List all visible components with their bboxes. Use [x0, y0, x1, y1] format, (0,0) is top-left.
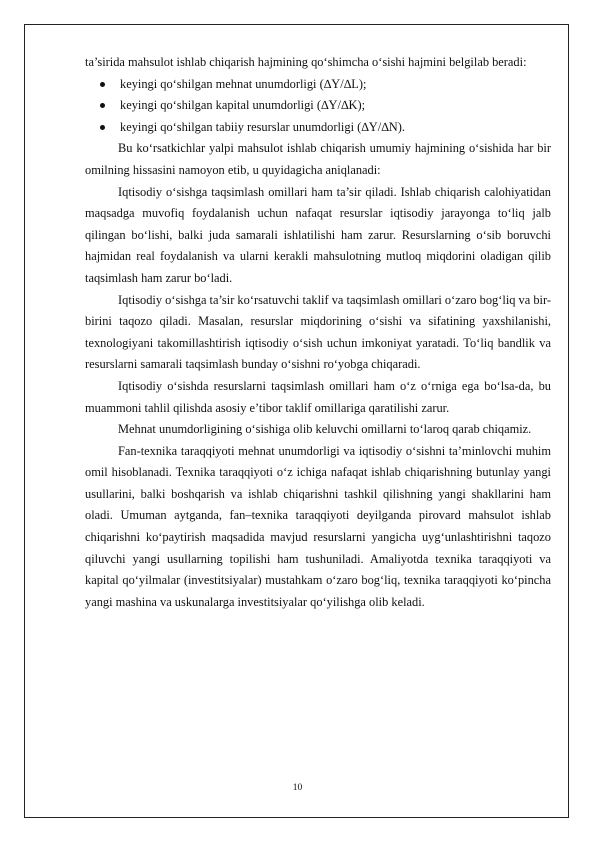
list-item	[85, 95, 551, 117]
bullet-list	[85, 74, 551, 139]
paragraph: Iqtisodiy o‘sishga taqsimlash omillari ham ta’sir qiladi. Ishlab chiqarish calohiyatidan maqsadga muvofiq foydalanish uchun nafaqat resurslar iqtisodiy jarayonga to‘liq jalb qilingan bo‘lishi, balki juda samarali ishlatilishi ham zarur. Resurslarning o‘sib boruvchi hajmidan real foydalanish va ularni kerakli mahsulotning mutloq miqdorini oladigan qilib taqsimlash ham zarur bo‘ladi.	[85, 184, 551, 285]
list-item-text: keyingi qo‘shilgan tabiiy resurslar unumdorligi (∆Y/∆N).	[120, 119, 405, 134]
list-item	[85, 117, 551, 139]
paragraph-intro: ta’sirida mahsulot ishlab chiqarish hajmining qo‘shimcha o‘sishi hajmini belgilab beradi:	[85, 55, 527, 69]
paragraph: Iqtisodiy o‘sishga ta’sir ko‘rsatuvchi taklif va taqsimlash omillari o‘zaro bog‘liq va bir-birini taqozo qiladi. Masalan, resurslar miqdorining o‘sishi va sifatining yaxshilanishi, texnologiyani takomillashtirish iqtisodiy o‘sish uchun imkoniyat yaratadi. To‘liq bandlik va resurslarni samarali taqsimlash bunday o‘sishni ro‘yobga chiqaradi.	[85, 292, 551, 372]
document-body	[85, 52, 551, 613]
list-item	[85, 74, 551, 96]
paragraph: Mehnat unumdorligining o‘sishiga olib keluvchi omillarni to‘laroq qarab chiqamiz.	[118, 422, 532, 437]
bullet-icon	[100, 125, 105, 130]
page-number: 10	[292, 783, 303, 793]
list-item-text: keyingi qo‘shilgan mehnat unumdorligi (∆Y/∆L);	[120, 76, 367, 91]
paragraph: Fan-texnika taraqqiyoti mehnat unumdorligi va iqtisodiy o‘sishni ta’minlovchi muhim omil hisoblanadi. Texnika taraqqiyoti o‘z ichiga nafaqat ishlab chiqarishning butunlay yangi usullarini, balki boshqarish va ishlab chiqarishni tashkil qilishning yangi shakllarini ham oladi. Umuman aytganda, fan–texnika taraqqiyoti deyilganda pirovard mahsulot ishlab chiqarishni ko‘paytirish maqsadida mavjud resurslarni yangicha uyg‘unlashtirishni taqozo qiluvchi yangi usullarning topilishi ham tushuniladi. Amaliyotda texnika taraqqiyoti va kapital qo‘yilmalar (investitsiyalar) mustahkam o‘zaro bog‘liq, texnika taraqqiyoti ko‘pincha yangi mashina va uskunalarga investitsiyalar qo‘yilishga olib keladi.	[85, 443, 551, 609]
paragraph: Iqtisodiy o‘sishda resurslarni taqsimlash omillari ham o‘z o‘rniga ega bo‘lsa-da, bu muammoni tahlil qilishda asosiy e’tibor taklif omillariga qaratilishi zarur.	[85, 378, 551, 415]
list-item-text: keyingi qo‘shilgan kapital unumdorligi (∆Y/∆K);	[120, 98, 366, 113]
bullet-icon	[100, 103, 105, 108]
bullet-icon	[100, 82, 105, 87]
paragraph: Bu ko‘rsatkichlar yalpi mahsulot ishlab chiqarish umumiy hajmining o‘sishida har bir omilning hissasini namoyon etib, u quyidagicha aniqlanadi:	[85, 141, 551, 177]
